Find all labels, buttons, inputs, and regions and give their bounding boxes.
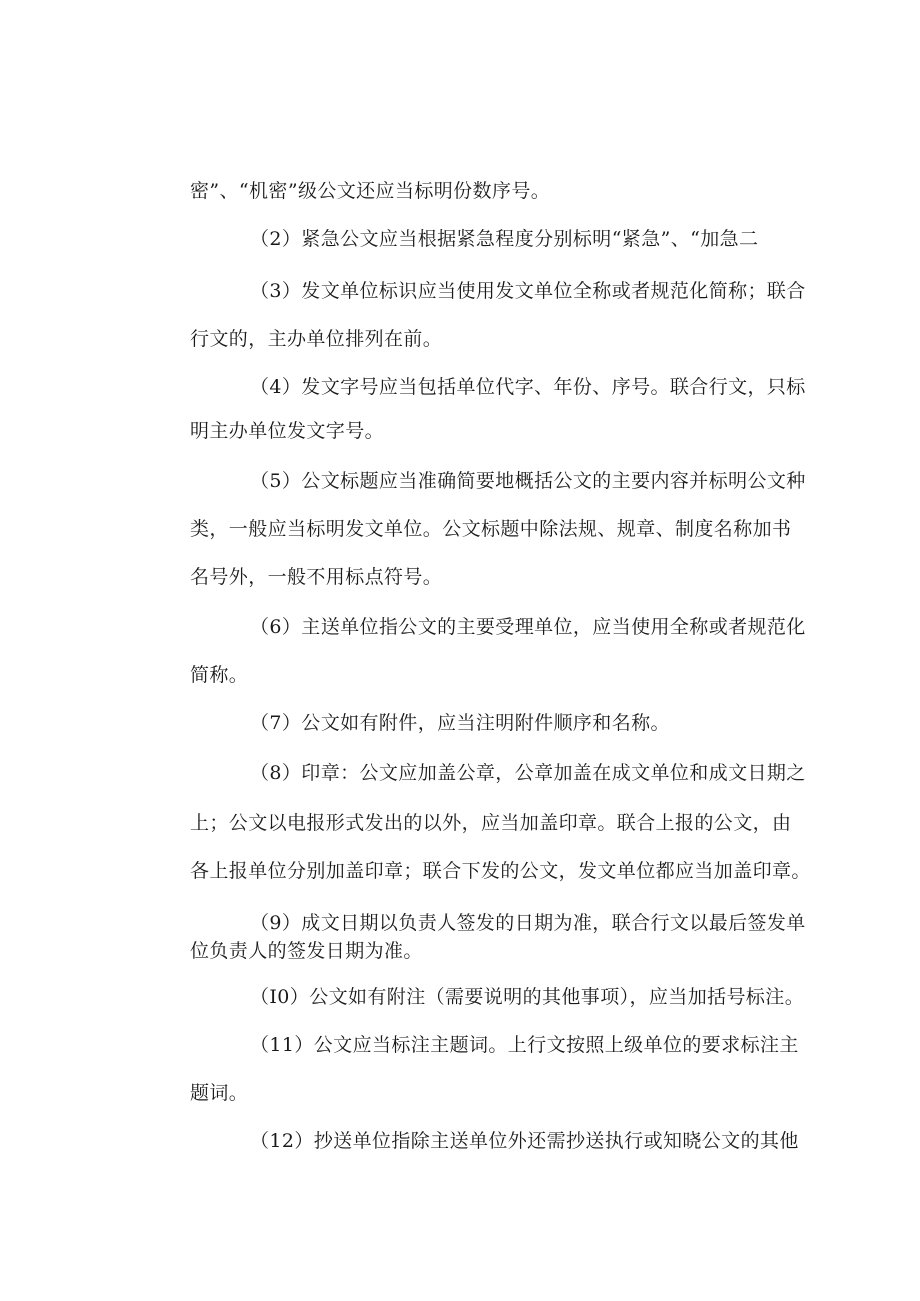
text-line: 题词。 [190, 1082, 249, 1104]
text-line: （3）发文单位标识应当使用发文单位全称或者规范化简称；联合 [250, 280, 806, 302]
text-line: （4）发文字号应当包括单位代字、年份、序号。联合行文，只标 [250, 376, 806, 398]
text-line: 行文的，主办单位排列在前。 [190, 328, 443, 350]
text-line: 密”、“机密”级公文还应当标明份数序号。 [190, 180, 551, 202]
text-line: 明主办单位发文字号。 [190, 420, 385, 442]
text-line: 类，一般应当标明发文单位。公文标题中除法规、规章、制度名称加书 [190, 518, 792, 540]
text-line: （11）公文应当标注主题词。上行文按照上级单位的要求标注主 [250, 1034, 799, 1056]
text-line: 简称。 [190, 664, 249, 686]
text-line: （7）公文如有附件，应当注明附件顺序和名称。 [250, 712, 670, 734]
text-line: 上；公文以电报形式发出的以外，应当加盖印章。联合上报的公文，由 [190, 812, 792, 834]
text-line: （2）紧急公文应当根据紧急程度分别标明“紧急”、“加急二 [250, 228, 759, 250]
text-line: 名号外，一般不用标点符号。 [190, 566, 443, 588]
text-line: （8）印章：公文应加盖公章，公章加盖在成文单位和成文日期之 [250, 762, 806, 784]
text-line: （9）成文日期以负责人签发的日期为准，联合行文以最后签发单 [250, 912, 806, 934]
text-line: 各上报单位分别加盖印章；联合下发的公文，发文单位都应当加盖印章。 [190, 860, 811, 882]
text-line: （6）主送单位指公文的主要受理单位，应当使用全称或者规范化 [250, 616, 806, 638]
text-line: 位负责人的签发日期为准。 [190, 940, 423, 962]
text-line: （12）抄送单位指除主送单位外还需抄送执行或知晓公文的其他 [250, 1130, 799, 1152]
text-line: （I0）公文如有附注（需要说明的其他事项），应当加括号标注。 [250, 986, 805, 1008]
text-line: （5）公文标题应当准确简要地概括公文的主要内容并标明公文种 [250, 470, 806, 492]
